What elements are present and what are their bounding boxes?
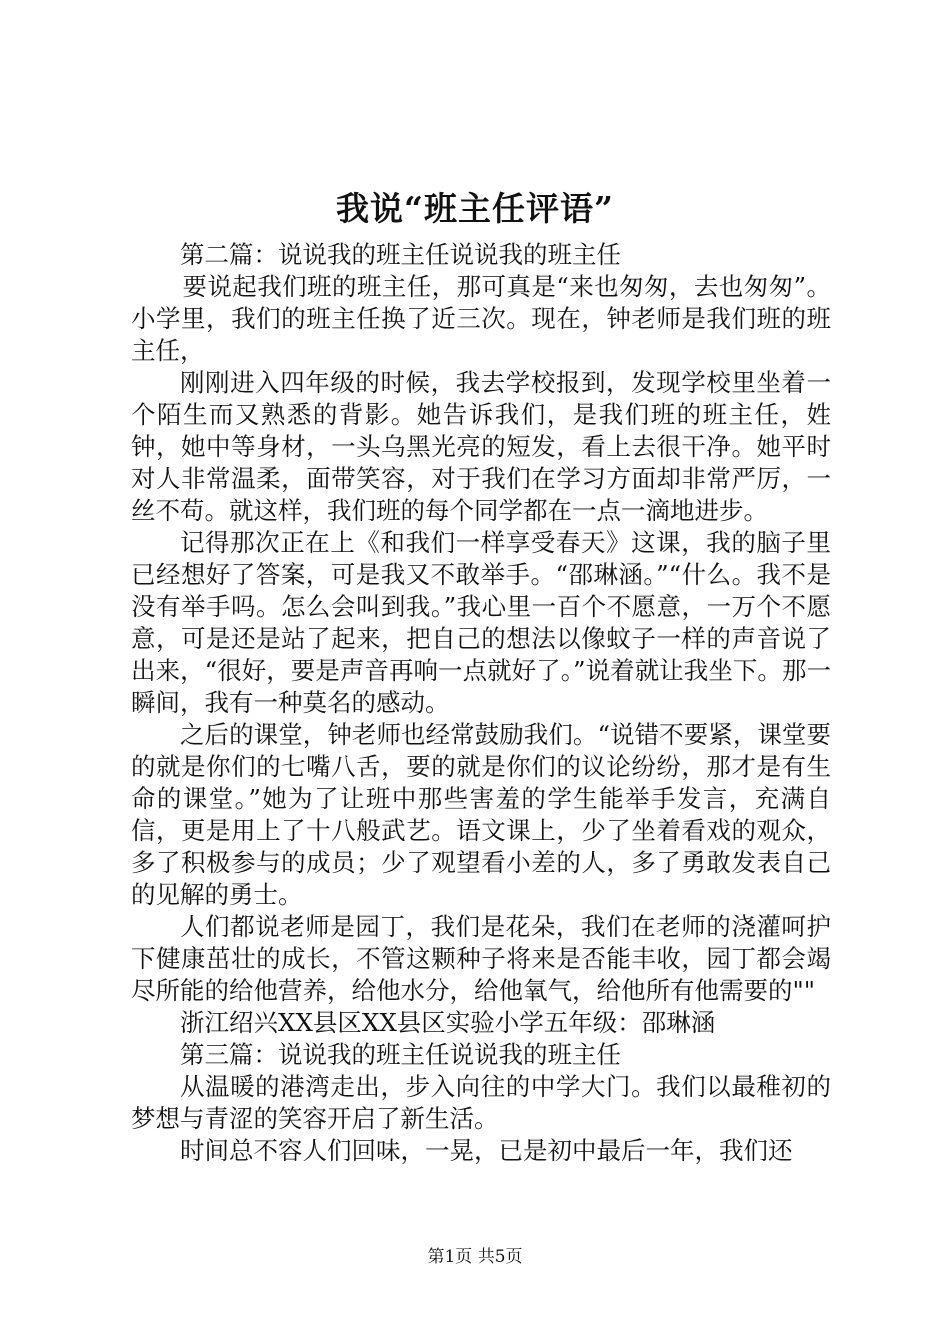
paragraph-7: 时间总不容人们回味，一晃，已是初中最后一年，我们还	[180, 1136, 793, 1165]
paragraph-6: 从温暖的港湾走出，步入向往的中学大门。我们以最稚初的梦想与青涩的笑容开启了新生活。	[131, 1072, 831, 1133]
paragraph-4: 之后的课堂，钟老师也经常鼓励我们。“说错不要紧，课堂要的就是你们的七嘴八舌，要的就是你们的议论纷纷，那才是有生命的课堂。”她为了让班中那些害羞的学生能举手发言，充满自信，更是用上了十八般武艺。语文课上，少了坐着看戏的观众，多了积极参与的成员；少了观望看小差的人，多了勇敢发表自己的见解的勇士。	[131, 720, 831, 909]
section-heading-3: 第三篇：说说我的班主任说说我的班主任	[180, 1040, 621, 1069]
paragraph-5: 人们都说老师是园丁，我们是花朵，我们在老师的浇灌呵护下健康茁壮的成长，不管这颗种子将来是否能丰收，园丁都会竭尽所能的给他营养，给他水分，给他氧气，给他所有他需要的""	[131, 912, 831, 1005]
paragraph-2: 刚刚进入四年级的时候，我去学校报到，发现学校里坐着一个陌生而又熟悉的背影。她告诉我们，是我们班的班主任，姓钟，她中等身材，一头乌黑光亮的短发，看上去很干净。她平时对人非常温柔，面带笑容，对于我们在学习方面却非常严厉，一丝不苟。就这样，我们班的每个同学都在一点一滴地进步。	[131, 368, 831, 525]
author-line: 浙江绍兴XX县区XX县区实验小学五年级：邵琳涵	[180, 1008, 716, 1037]
document-title: 我说“班主任评语”	[336, 189, 614, 228]
section-heading-2: 第二篇：说说我的班主任说说我的班主任	[180, 240, 621, 269]
paragraph-1: 要说起我们班的班主任，那可真是“来也匆匆，去也匆匆”。小学里，我们的班主任换了近三次。现在，钟老师是我们班的班主任，	[131, 272, 831, 365]
paragraph-3: 记得那次正在上《和我们一样享受春天》这课，我的脑子里已经想好了答案，可是我又不敢举手。“邵琳涵。”“什么。我不是没有举手吗。怎么会叫到我。”我心里一百个不愿意，一万个不愿意，可是还是站了起来，把自己的想法以像蚊子一样的声音说了出来，“很好，要是声音再响一点就好了。”说着就让我坐下。那一瞬间，我有一种莫名的感动。	[131, 528, 831, 717]
page-footer: 第1页 共5页	[427, 1247, 523, 1267]
document-body	[131, 239, 831, 1167]
